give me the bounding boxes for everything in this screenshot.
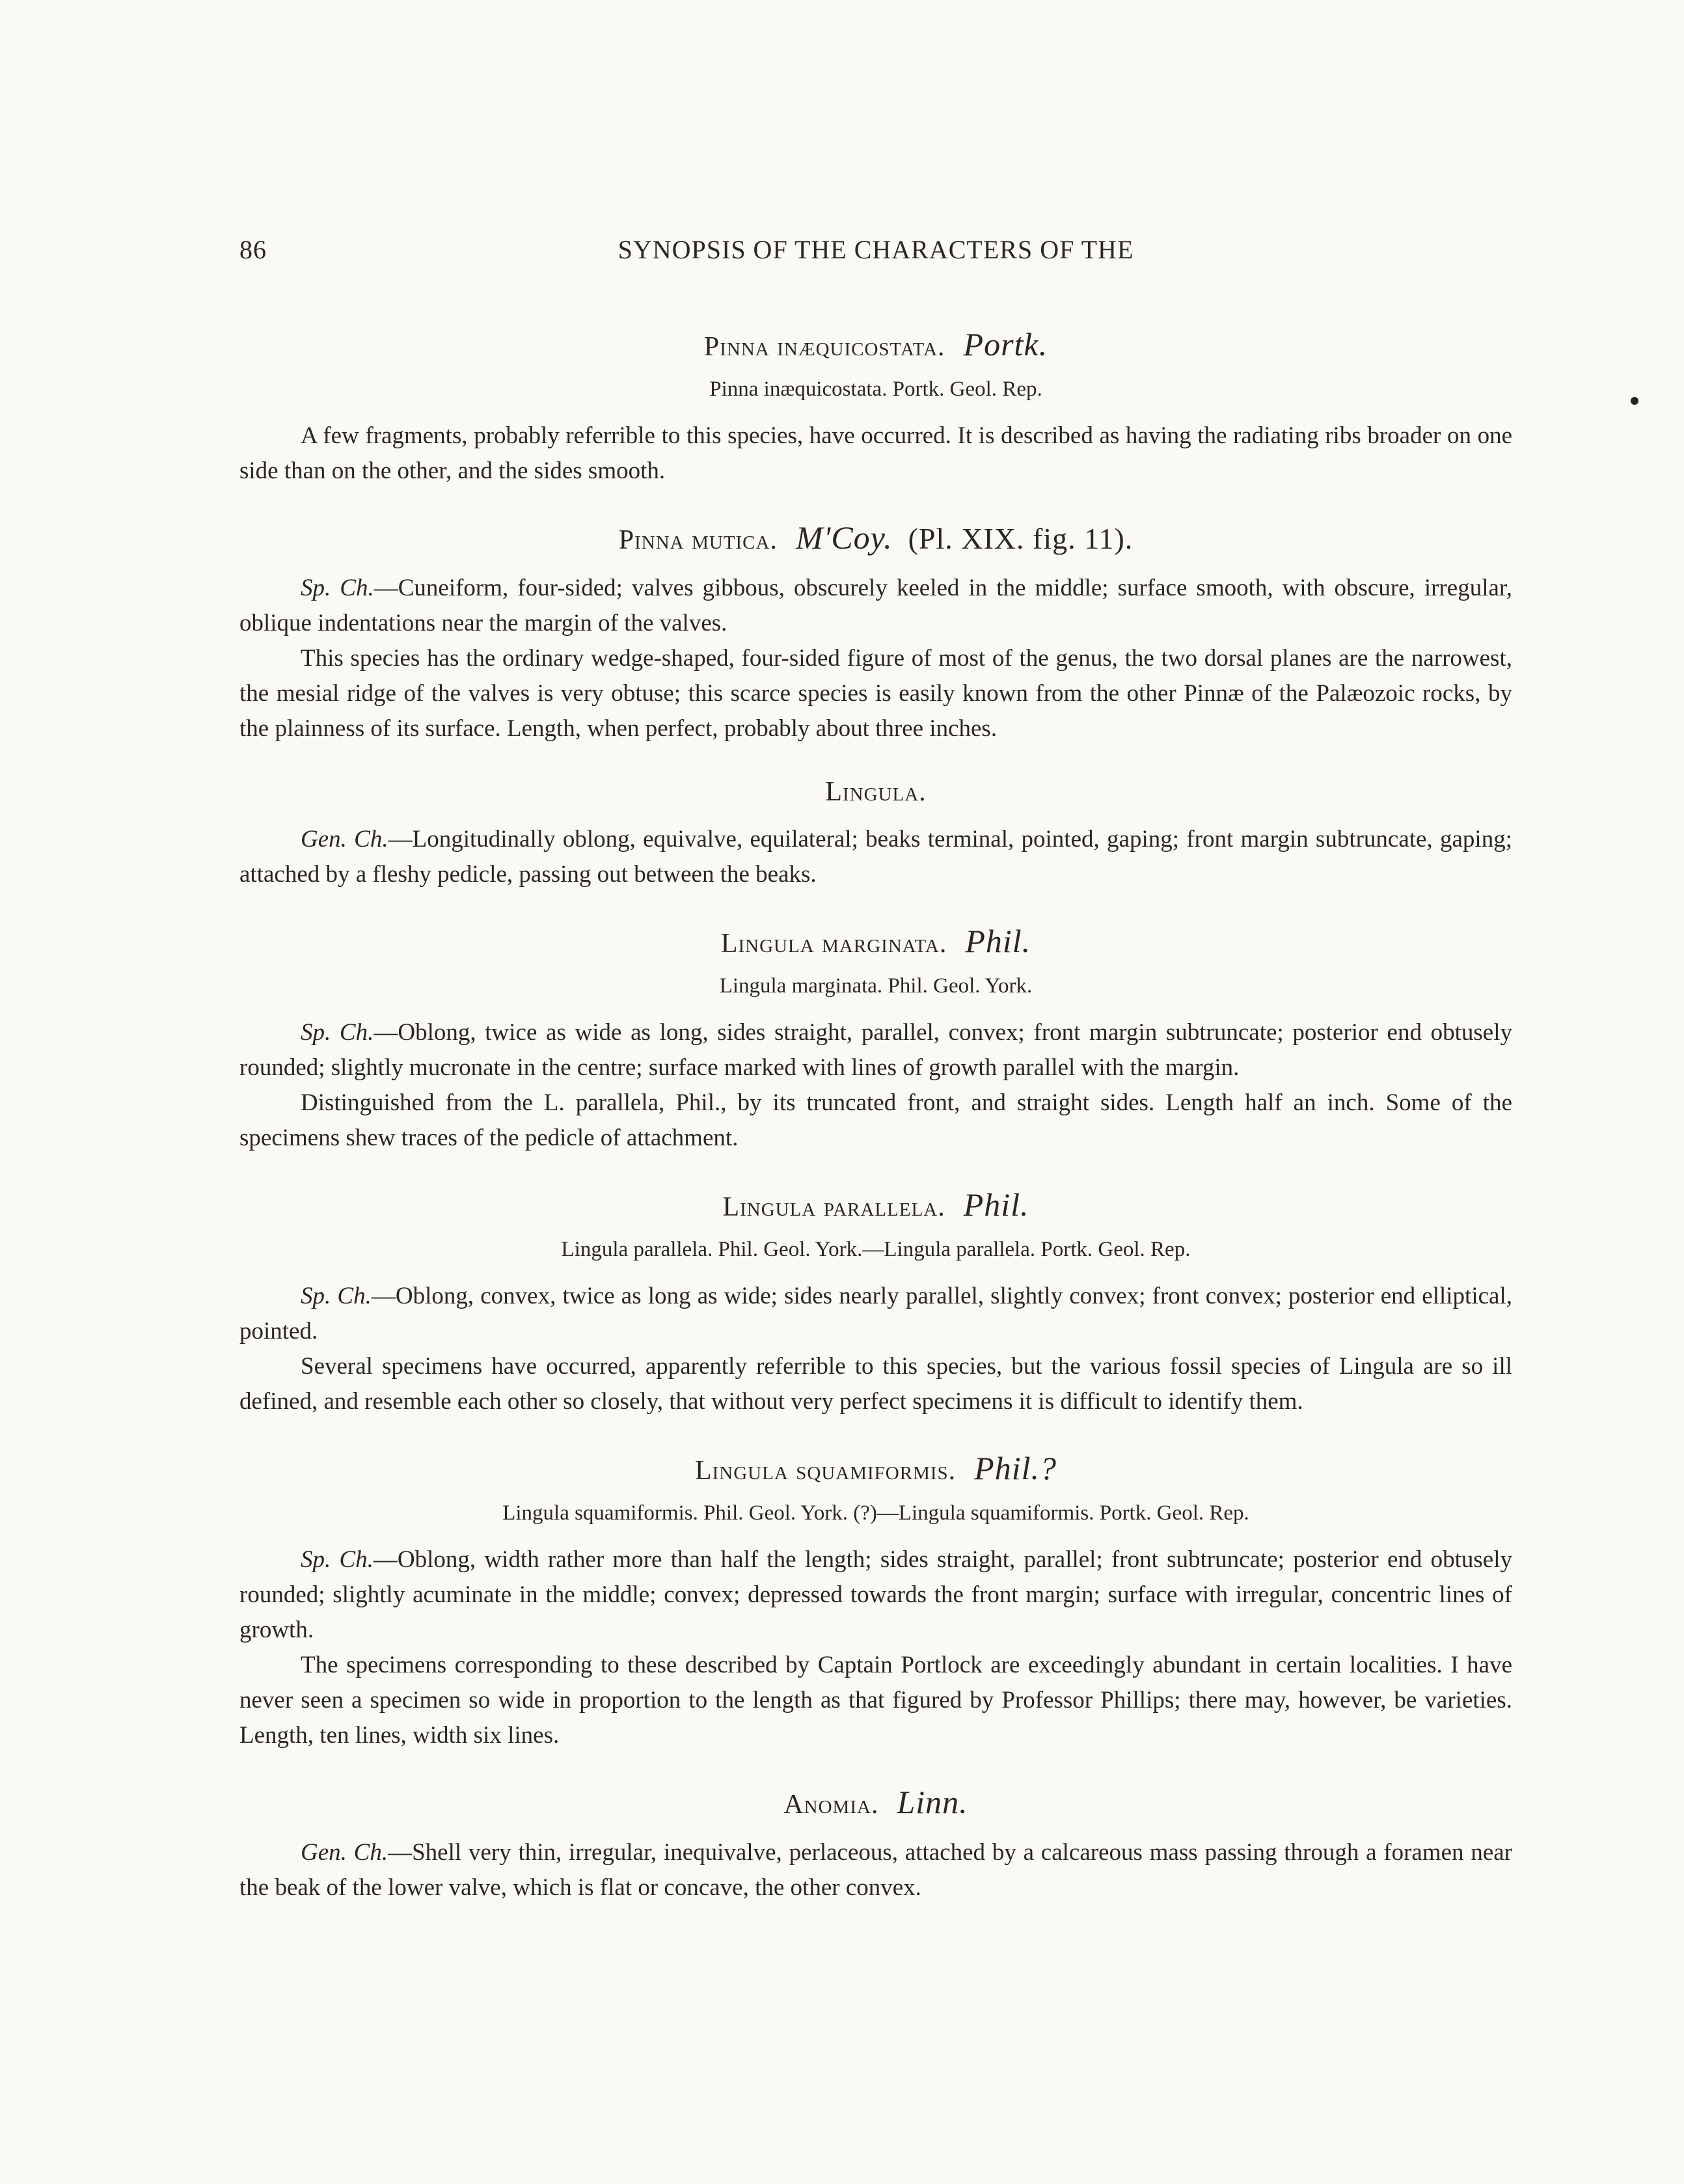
lead-label: Gen. Ch. [301, 826, 388, 853]
paragraph: Several specimens have occurred, apparently referrible to this species, but the various fossil species of Lingula are so ill defined, and resemble each other so closely, that without very perfect specimens it is difficult to identify them. [239, 1353, 1512, 1415]
species-title: Pinna mutica. [618, 525, 778, 555]
species-title: Pinna inæquicostata. [703, 332, 945, 362]
synonymy: Lingula marginata. Phil. Geol. York. [719, 974, 1033, 998]
section-anomia [239, 1783, 1512, 1905]
section-lingula-marginata [239, 922, 1512, 1156]
plate-reference: (Pl. XIX. fig. 11). [908, 522, 1134, 555]
paragraph: Gen. Ch.—Shell very thin, irregular, inequivalve, perlaceous, attached by a calcareous mass passing through a foramen near the beak of the lower valve, which is flat or concave, the other convex. [239, 1839, 1512, 1901]
running-title: SYNOPSIS OF THE CHARACTERS OF THE [618, 235, 1134, 264]
synonymy: Lingula parallela. Phil. Geol. York.—Lingula parallela. Portk. Geol. Rep. [561, 1238, 1191, 1261]
section-heading [239, 325, 1512, 363]
page [239, 234, 1512, 1905]
species-author: Phil. [965, 923, 1031, 959]
section-heading [239, 1783, 1512, 1821]
section-pinna-inaequicostata [239, 325, 1512, 489]
section-heading [239, 776, 1512, 808]
paragraph: Sp. Ch.—Oblong, width rather more than half the length; sides straight, parallel; front subtruncate; posterior end obtusely rounded; slightly acuminate in the middle; convex; depressed towards the front margin; surface with irregular, concentric lines of growth. [239, 1546, 1512, 1643]
lead-label: Sp. Ch. [301, 575, 374, 601]
paragraph: Sp. Ch.—Oblong, twice as wide as long, sides straight, parallel, convex; front margin subtruncate; posterior end obtusely rounded; slightly mucronate in the centre; surface marked with lines of growth parallel with the margin. [239, 1019, 1512, 1081]
section-lingula-genus [239, 776, 1512, 892]
section-heading [239, 922, 1512, 960]
paragraph: The specimens corresponding to these described by Captain Portlock are exceedingly abundant in certain localities. I have never seen a specimen so wide in proportion to the length as that figured by Professor Phillips; there may, however, be varieties. Length, ten lines, width six lines. [239, 1652, 1512, 1749]
page-number: 86 [239, 235, 267, 264]
paragraph: Distinguished from the L. parallela, Phil., by its truncated front, and straight sides. Length half an inch. Some of the specimens shew traces of the pedicle of attachment. [239, 1089, 1512, 1151]
paragraph: Sp. Ch.—Oblong, convex, twice as long as wide; sides nearly parallel, slightly convex; front convex; posterior end elliptical, pointed. [239, 1283, 1512, 1345]
paragraph: This species has the ordinary wedge-shaped, four-sided figure of most of the genus, the two dorsal planes are the narrowest, the mesial ridge of the valves is very obtuse; this scarce species is easily known from the other Pinnæ of the Palæozoic rocks, by the plainness of its surface. Length, when perfect, probably about three inches. [239, 645, 1512, 742]
paragraph: Gen. Ch.—Longitudinally oblong, equivalve, equilateral; beaks terminal, pointed, gaping; front margin subtruncate, gaping; attached by a fleshy pedicle, passing out between the beaks. [239, 826, 1512, 888]
synonymy: Pinna inæquicostata. Portk. Geol. Rep. [709, 377, 1042, 401]
paragraph: A few fragments, probably referrible to this species, have occurred. It is described as having the radiating ribs broader on one side than on the other, and the sides smooth. [239, 422, 1512, 484]
lead-label: Sp. Ch. [301, 1283, 372, 1309]
section-heading [239, 519, 1512, 556]
genus-title: Lingula. [825, 777, 927, 807]
section-lingula-parallela [239, 1186, 1512, 1419]
species-author: Portk. [963, 326, 1048, 362]
species-title: Lingula squamiformis. [694, 1456, 957, 1486]
species-author: Phil.? [974, 1450, 1057, 1486]
species-title: Lingula parallela. [722, 1192, 945, 1222]
species-author: Phil. [963, 1186, 1029, 1223]
ink-speck [1631, 397, 1638, 405]
synonymy: Lingula squamiformis. Phil. Geol. York. (?)—Lingula squamiformis. Portk. Geol. Rep. [502, 1501, 1249, 1525]
section-pinna-mutica [239, 519, 1512, 746]
section-heading [239, 1449, 1512, 1487]
species-title: Lingula marginata. [720, 929, 947, 959]
species-author: M'Coy. [795, 519, 893, 556]
genus-author: Linn. [897, 1784, 968, 1820]
lead-label: Sp. Ch. [301, 1019, 374, 1046]
genus-title: Anomia. [783, 1790, 879, 1820]
section-lingula-squamiformis [239, 1449, 1512, 1753]
section-heading [239, 1186, 1512, 1223]
lead-label: Sp. Ch. [301, 1546, 373, 1573]
paragraph: Sp. Ch.—Cuneiform, four-sided; valves gibbous, obscurely keeled in the middle; surface smooth, with obscure, irregular, oblique indentations near the margin of the valves. [239, 575, 1512, 636]
lead-label: Gen. Ch. [301, 1839, 388, 1866]
running-header [239, 234, 1512, 273]
